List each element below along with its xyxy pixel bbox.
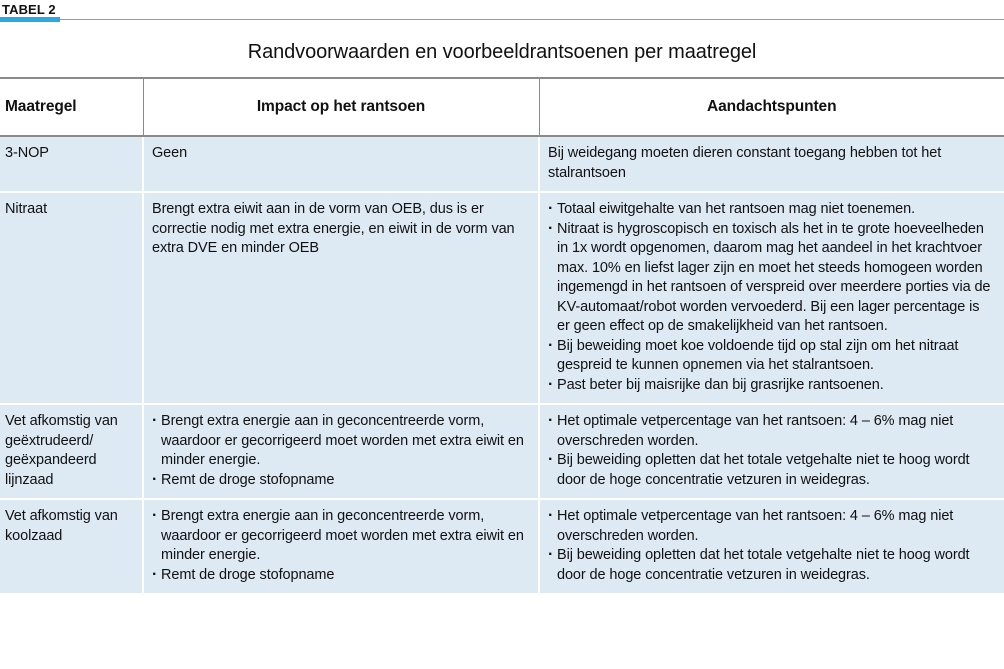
list-item: · Het optimale vetpercentage van het rantsoen: 4 – 6% mag niet overschreden worden. [548, 507, 994, 546]
cell-aandachtspunten-text: Bij weidegang moeten dieren constant toegang hebben tot het stalrantsoen [548, 145, 942, 181]
list-item: · Remt de droge stofopname [152, 471, 528, 491]
list-item: · Brengt extra energie aan in geconcentreerde vorm, waardoor er gecorrigeerd moet worden met extra eiwit en minder energie. [152, 507, 528, 566]
list-item: · Bij beweiding moet koe voldoende tijd op stal zijn om het nitraat gespreid te kunnen opnemen via het stalrantsoen. [548, 337, 994, 376]
list-item: · Brengt extra energie aan in geconcentreerde vorm, waardoor er gecorrigeerd moet worden met extra eiwit en minder energie. [152, 412, 528, 471]
list-item: · Remt de droge stofopname [152, 566, 528, 586]
cell-aandachtspunten [539, 136, 1004, 192]
cell-aandachtspunten [539, 404, 1004, 499]
list-item: · Bij beweiding opletten dat het totale vetgehalte niet te hoog wordt door de hoge concentratie vetzuren in weidegras. [548, 546, 994, 585]
cell-impact-text: Geen [152, 145, 188, 161]
list-item: · Totaal eiwitgehalte van het rantsoen mag niet toenemen. [548, 200, 994, 220]
list-item: · Past beter bij maisrijke dan bij grasrijke rantsoenen. [548, 376, 994, 396]
cell-maatregel: Vet afkomstig van koolzaad [0, 499, 143, 593]
data-table [0, 77, 1004, 593]
cell-aandachtspunten [539, 499, 1004, 593]
cell-maatregel: Vet afkomstig van geëxtrudeerd/ geëxpandeerd lijnzaad [0, 404, 143, 499]
column-header-aandachtspunten: Aandachtspunten [539, 78, 1004, 136]
table-kicker [0, 0, 1004, 24]
list-item: · Het optimale vetpercentage van het rantsoen: 4 – 6% mag niet overschreden worden. [548, 412, 994, 451]
list-item: · Bij beweiding opletten dat het totale vetgehalte niet te hoog wordt door de hoge concentratie vetzuren in weidegras. [548, 451, 994, 490]
cell-maatregel: Nitraat [0, 192, 143, 404]
kicker-rule [0, 19, 1004, 20]
bullet-list [152, 507, 528, 585]
bullet-list [548, 200, 994, 395]
bullet-list [548, 507, 994, 585]
kicker-accent-bar [0, 17, 60, 22]
cell-impact [143, 499, 539, 593]
table-header-row [0, 78, 1004, 136]
cell-impact-text: Brengt extra eiwit aan in de vorm van OEB, dus is er correctie nodig met extra energie, en eiwit in de vorm van extra DVE en minder OEB [152, 201, 515, 256]
table-header [0, 78, 1004, 136]
bullet-list [152, 412, 528, 490]
table-row [0, 192, 1004, 404]
table-row [0, 136, 1004, 192]
column-header-impact: Impact op het rantsoen [143, 78, 539, 136]
cell-maatregel: 3-NOP [0, 136, 143, 192]
table-kicker-label: TABEL 2 [2, 2, 56, 17]
table-row [0, 404, 1004, 499]
cell-aandachtspunten [539, 192, 1004, 404]
column-header-maatregel: Maatregel [0, 78, 143, 136]
list-item: · Nitraat is hygroscopisch en toxisch als het in te grote hoeveelheden in 1x wordt opgenomen, daarom mag het aandeel in het krachtvoer max. 10% en liefst lager zijn en moet het steeds homogeen worden ingemengd in het rantsoen of verspreid over meerdere porties via de KV-automaat/robot worden vervoederd. Bij een lager percentage is er geen effect op de smakelijkheid van het rantsoen. [548, 220, 994, 337]
cell-impact [143, 192, 539, 404]
cell-impact [143, 136, 539, 192]
page-title: Randvoorwaarden en voorbeeldrantsoenen per maatregel [247, 41, 757, 63]
cell-impact [143, 404, 539, 499]
table-body [0, 136, 1004, 593]
bullet-list [548, 412, 994, 490]
table-row [0, 499, 1004, 593]
